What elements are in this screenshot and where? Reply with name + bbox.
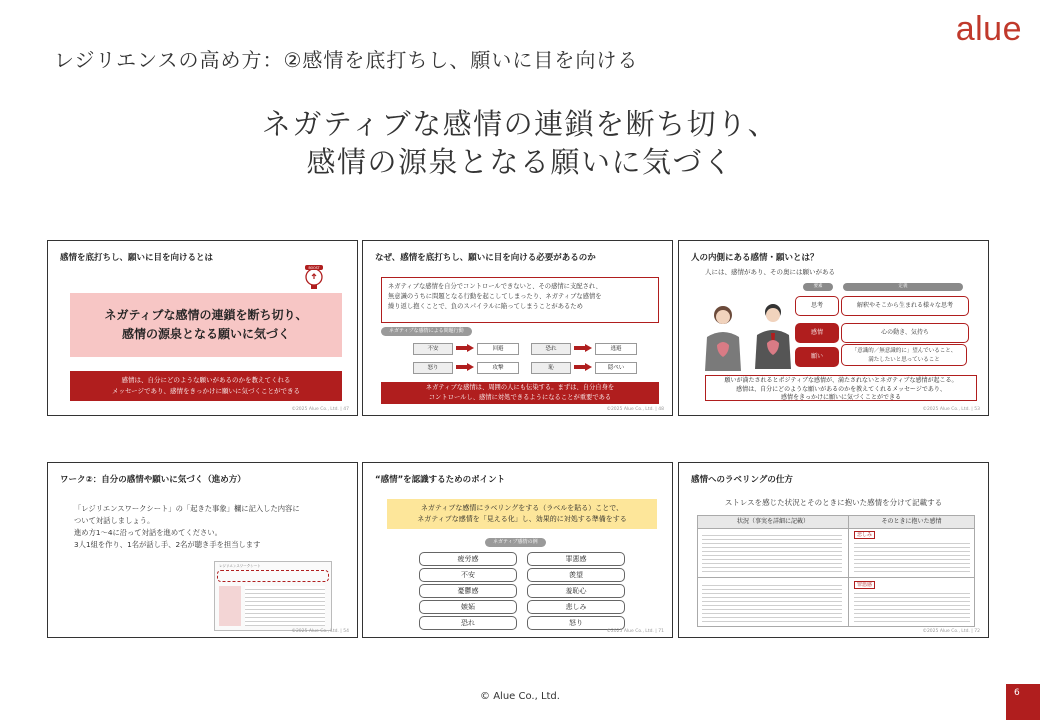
main-heading-line1: ネガティブな感情の連鎖を断ち切り、 <box>261 107 779 141</box>
emotion-chip: 疲労感 <box>419 552 517 566</box>
note-line1: 感情は、自分にどのような願いがあるのかを教えてくれる <box>121 376 291 384</box>
arrow-icon <box>574 345 592 351</box>
action-cell: 攻撃 <box>477 362 519 374</box>
emotion-chip: 憂鬱感 <box>419 584 517 598</box>
slide-title: “感情”を認識するためのポイント <box>375 475 506 485</box>
highlight-box <box>70 293 342 357</box>
page-title: レジリエンスの高め方：②感情を底打ちし、願いに目を向ける <box>54 48 639 72</box>
text-lines <box>854 590 970 622</box>
arrow-icon <box>456 345 474 351</box>
emotion-chip: 怒り <box>527 616 625 630</box>
slide-footer: ©2025 Alue Co., Ltd. | 47 <box>291 407 349 412</box>
slide-thumbnail-53[interactable] <box>678 240 989 416</box>
slide-title: ワーク②：自分の感情や願いに気づく（進め方） <box>60 475 246 485</box>
main-heading-line2: 感情の源泉となる願いに気づく <box>306 145 734 179</box>
section-tag: ネガティブな感情による問題行動 <box>381 327 472 336</box>
emotion-label: 罪悪感 <box>854 581 875 589</box>
slide-thumbnail-72[interactable] <box>678 462 989 638</box>
lightbulb-icon <box>302 265 326 293</box>
slide-page: 53 <box>974 407 980 412</box>
slide-footer: ©2025 Alue Co., Ltd. | 71 <box>606 629 664 634</box>
emotion-chip: 羞恥心 <box>527 584 625 598</box>
slide-page: 72 <box>974 629 980 634</box>
slide-body: 「レジリエンスワークシート」の「起きた事象」欄に記入した内容に ついて対話しましょう。 進め方1〜4に沿って対話を進めてください。 3人1組を作り、1名が話し手、2名が聴き手を担当します <box>74 504 300 549</box>
emotion-chip: 恐れ <box>419 616 517 630</box>
arrow-icon <box>456 364 474 370</box>
highlight-line2: 感情の源泉となる願いに気づく <box>121 327 290 341</box>
emotion-cell: 怒り <box>413 362 453 374</box>
emotion-chip: 悲しみ <box>527 600 625 614</box>
slide-page: 54 <box>343 629 349 634</box>
person-woman-icon <box>699 301 747 371</box>
slide-footer: ©2025 Alue Co., Ltd. | 48 <box>606 407 664 412</box>
slide-thumbnail-54[interactable] <box>47 462 358 638</box>
table-header: そのときに抱いた感情 <box>849 516 974 529</box>
emotion-cell: 不安 <box>413 343 453 355</box>
action-cell: 逃避 <box>595 343 637 355</box>
slide-thumbnail-71[interactable] <box>362 462 673 638</box>
bulb-badge: BOOST <box>308 266 320 270</box>
emotion-chip: 罪悪感 <box>527 552 625 566</box>
slide-thumbnail-48[interactable] <box>362 240 673 416</box>
slide-title: 感情へのラベリングの仕方 <box>691 475 793 485</box>
arrow-icon <box>574 364 592 370</box>
text-lines <box>702 532 842 572</box>
slide-footer: ©2025 Alue Co., Ltd. | 72 <box>922 629 980 634</box>
highlight-line1: ネガティブな感情の連鎖を断ち切り、 <box>104 308 308 322</box>
note-box: ネガティブな感情は、周囲の人にも伝染する。まずは、自分自身を コントロールし、感情に対処できるようになることが重要である <box>381 382 659 404</box>
action-cell: 隠ぺい <box>595 362 637 374</box>
emotion-chip: 羨望 <box>527 568 625 582</box>
body-box: ネガティブな感情を自分でコントロールできないと、その感情に支配され、 無意識のうちに問題となる行動を起こしてしまったり、ネガティブな感情を 繰り返し抱くことで、負のスパイラルに陥ってしまうことがあるため <box>381 277 659 323</box>
text-lines <box>854 540 970 572</box>
highlight-box: ネガティブな感情にラベリングをする（ラベルを貼る）ことで、 ネガティブな感情を「見える化」し、効果的に対処する準備をする <box>387 499 657 529</box>
copyright: © Alue Co., Ltd. <box>480 691 560 702</box>
worksheet-image: レジリエンスワークシート <box>214 561 332 631</box>
note-box <box>70 371 342 401</box>
note-box: 願いが満たされるとポジティブな感情が、満たされないとネガティブな感情が起こる。 感情は、自分にどのような願いがあるのかを教えてくれるメッセージであり、 感情をきっかけに願いに気づくことができる <box>705 375 977 401</box>
desc-emotion: 心の動き、気持ち <box>841 323 969 343</box>
slide-page: 47 <box>343 407 349 412</box>
person-man-icon <box>749 299 797 369</box>
emotion-cell: 恐れ <box>531 343 571 355</box>
text-lines <box>702 582 842 622</box>
label-wish: 願い <box>795 347 839 367</box>
slide-title: なぜ、感情を底打ちし、願いに目を向ける必要があるのか <box>375 253 596 263</box>
slide-footer: ©2025 Alue Co., Ltd. | 54 <box>291 629 349 634</box>
slide-title: 人の内側にある感情・願いとは？ <box>691 253 819 263</box>
slide-page: 71 <box>658 629 664 634</box>
table-header: 状況（事実を詳細に記載） <box>698 516 849 529</box>
labeling-table <box>697 515 975 627</box>
label-emotion: 感情 <box>795 323 839 343</box>
section-tag: ネガティブ感情の例 <box>485 538 546 547</box>
emotion-label: 悲しみ <box>854 531 875 539</box>
desc-thinking: 解釈やそこから生まれる様々な思考 <box>841 296 969 316</box>
action-cell: 回避 <box>477 343 519 355</box>
emotion-chip: 不安 <box>419 568 517 582</box>
page-number: 6 <box>1006 684 1040 720</box>
slide-subtitle: 人には、感情があり、その奥には願いがある <box>705 268 835 276</box>
emotion-cell: 恥 <box>531 362 571 374</box>
label-thinking: 思考 <box>795 296 839 316</box>
slide-footer: ©2025 Alue Co., Ltd. | 53 <box>922 407 980 412</box>
emotion-chip: 嫉妬 <box>419 600 517 614</box>
slide-title: 感情を底打ちし、願いに目を向けるとは <box>60 253 214 263</box>
slide-subtitle: ストレスを感じた状況とそのときに抱いた感情を分けて記載する <box>724 498 943 507</box>
column-pill: 定義 <box>843 283 963 291</box>
desc-wish: 「意識的／無意識的に」望んでいること、 満たしたいと思っていること <box>841 344 967 366</box>
column-pill: 要素 <box>803 283 833 291</box>
alue-logo: alue <box>955 10 1022 48</box>
note-line2: メッセージであり、感情をきっかけに願いに気づくことができる <box>111 387 301 395</box>
slide-thumbnail-47[interactable] <box>47 240 358 416</box>
slide-page: 48 <box>658 407 664 412</box>
